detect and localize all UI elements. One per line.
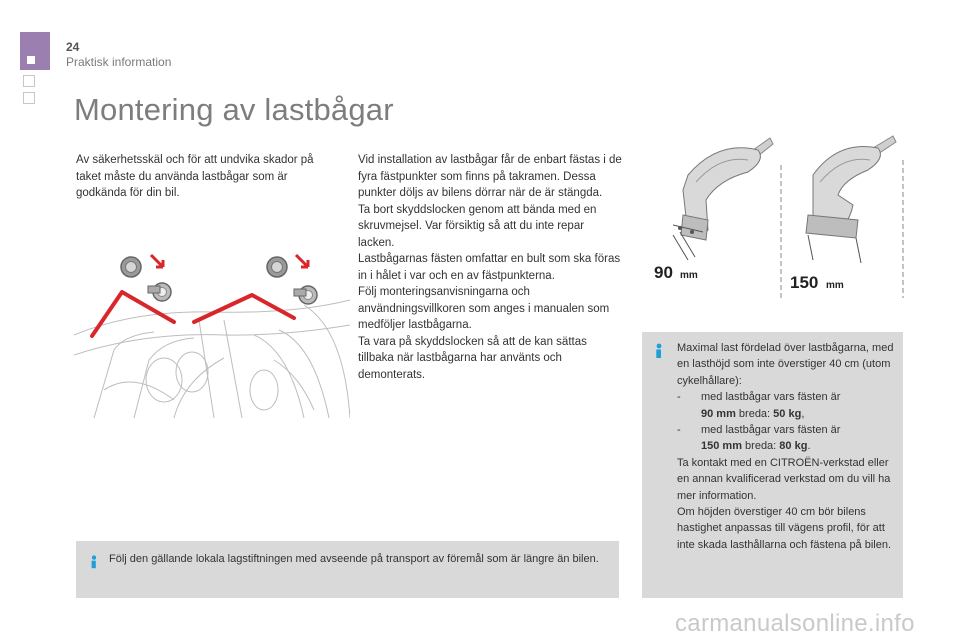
pointer-arrows [92, 292, 294, 336]
body-paragraph: Lastbågarnas fästen omfattar en bult som ska föras in i hålet i var och en av fästpunkterna. [358, 253, 621, 282]
load-info-speed: Om höjden överstiger 40 cm bör bilens hastighet anpassas till vägens profil, för att inte skada lasthållarna och fästena på bilen. [677, 506, 892, 551]
rack-width-90-unit: mm [680, 270, 698, 281]
roof-rack-feet-illustration [648, 120, 910, 300]
list-item-end: , [801, 407, 805, 420]
list-dash: - [677, 424, 681, 437]
legislation-note [76, 541, 619, 598]
max-load: 80 kg [779, 440, 808, 453]
intro-text: Av säkerhetsskäl och för att undvika skador på taket måste du använda lastbågar som är godkända för din bil. [76, 154, 314, 199]
chapter-tab-active[interactable] [20, 32, 50, 70]
list-dash: - [677, 391, 681, 404]
body-text [358, 152, 623, 383]
roof-mount-illustration [74, 240, 350, 418]
body-paragraph: Vid installation av lastbågar får de enbart fästas i de fyra fästpunkter som finns på takramen. Dessa punkter döljs av bilens dörrar när de är stängda. [358, 154, 622, 199]
chapter-tab[interactable] [23, 75, 35, 87]
watermark: carmanualsonline.info [675, 610, 915, 637]
list-item-breda: breda: [741, 440, 780, 453]
chapter-tab[interactable] [23, 92, 35, 104]
page-title: Montering av lastbågar [74, 92, 394, 127]
rack-foot-150 [806, 136, 903, 298]
rack-width-90-value: 90 [654, 263, 673, 282]
load-info-note [642, 332, 903, 598]
body-paragraph: Ta bort skyddslocken genom att bända med en skruvmejsel. Var försiktig så att du inte repar lacken. [358, 203, 597, 249]
page-number: 24 [66, 40, 80, 54]
load-info-contact: Ta kontakt med en CITROËN-verkstad eller en annan kvalificerad verkstad om du vill ha mer information. [677, 456, 891, 502]
list-item [677, 389, 895, 405]
info-icon [86, 553, 102, 571]
list-item [677, 422, 895, 438]
info-icon [650, 342, 668, 360]
rack-width-150-unit: mm [826, 280, 844, 291]
rack-width: 90 mm [701, 407, 736, 420]
list-item-text: med lastbågar vars fästen är [701, 391, 841, 404]
chapter-tab-marker [27, 56, 35, 64]
list-item-detail [677, 406, 895, 422]
legislation-note-text: Följ den gällande lokala lagstiftningen med avseende på transport av föremål som är längre än bilen. [109, 553, 599, 565]
list-item-detail [677, 438, 895, 454]
list-item-text: med lastbågar vars fästen är [701, 424, 841, 437]
mount-point-right [267, 255, 317, 304]
load-info-intro: Maximal last fördelad över lastbågarna, med en lasthöjd som inte överstiger 40 cm (utom cykelhållare): [677, 342, 894, 387]
body-paragraph: Ta vara på skyddslocken så att de kan sättas tillbaka när lastbågarna har använts och demonterats. [358, 335, 587, 381]
section-title: Praktisk information [66, 55, 172, 69]
rack-width-150-value: 150 [790, 273, 819, 292]
list-item-breda: breda: [735, 407, 774, 420]
rack-width: 150 mm [701, 440, 742, 453]
max-load: 50 kg [773, 407, 802, 420]
body-paragraph: Följ monteringsanvisningarna och användningsvillkoren som anges i manualen som medföljer lastbågarna. [358, 286, 610, 331]
list-item-end: . [807, 440, 811, 453]
